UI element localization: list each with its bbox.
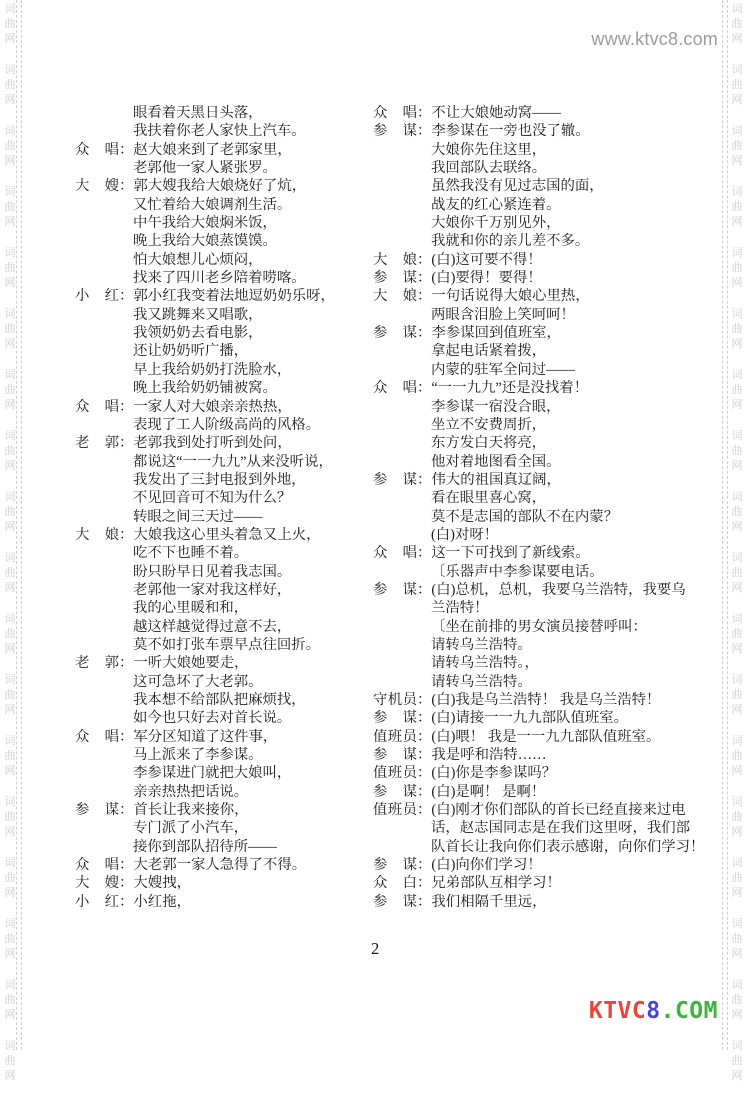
dialogue-text: 请转乌兰浩特。， — [431, 655, 539, 672]
speaker-colon: ： — [119, 893, 134, 910]
dialogue-text: 李参谋回到值班室， — [431, 325, 561, 342]
script-line — [75, 306, 375, 324]
dialogue-text: (白)喂！ 我是一一九九部队值班室。 — [431, 728, 661, 745]
dialogue-text: 请转乌兰浩特。 — [431, 673, 532, 690]
dialogue-text: 郭小红我变着法地逗奶奶乐呀， — [133, 288, 335, 305]
watermark-text-group: 词 曲 网 — [4, 430, 16, 472]
dialogue-text: 战友的红心紧连着。 — [431, 196, 561, 213]
dialogue-text: 我回部队去联络。 — [431, 160, 547, 177]
watermark-text-group: 词 曲 网 — [731, 613, 743, 655]
watermark-text-group: 词 曲 网 — [731, 979, 743, 1021]
speaker-colon: ： — [417, 857, 432, 874]
dialogue-text: 内蒙的驻军全问过—— — [431, 361, 575, 378]
script-line — [75, 196, 375, 214]
watermark-text-group: 词 曲 网 — [4, 369, 16, 411]
speaker-colon: ： — [417, 802, 432, 819]
script-line — [373, 526, 725, 544]
speaker-colon: ： — [119, 728, 134, 745]
script-line — [75, 104, 375, 122]
script-line — [75, 508, 375, 526]
script-line — [75, 324, 375, 342]
watermark-text-group: 词 曲 网 — [4, 125, 16, 167]
dialogue-text: 大嫂拽， — [133, 875, 191, 892]
script-line — [373, 599, 725, 617]
script-line — [75, 398, 375, 416]
script-line — [75, 251, 375, 269]
speaker-colon: ： — [119, 141, 134, 158]
watermark-right-column — [730, 2, 744, 1100]
script-line — [75, 526, 375, 544]
script-line — [373, 764, 725, 782]
dialogue-text: 我领奶奶去看电影， — [133, 325, 263, 342]
speaker-label: 参 谋 — [373, 857, 417, 874]
dialogue-text: 如今也只好去对首长说。 — [133, 710, 292, 727]
speaker-colon: ： — [119, 435, 134, 452]
watermark-text-group: 词 曲 网 — [731, 918, 743, 960]
dialogue-text: 我扶着你老人家快上汽车。 — [133, 123, 306, 140]
dialogue-text: 看在眼里喜心窝， — [431, 490, 547, 507]
script-line — [75, 783, 375, 801]
script-line — [373, 673, 725, 691]
dialogue-text: 请转乌兰浩特。 — [431, 636, 532, 653]
dialogue-text: 大老郭一家人急得了不得。 — [133, 857, 307, 874]
speaker-colon: ： — [417, 471, 432, 488]
dialogue-text: 他对着地图看全国。 — [431, 453, 561, 470]
dialogue-text: “一一九九”还是没找着！ — [431, 380, 589, 397]
speaker-label: 众 唱 — [373, 380, 417, 397]
script-line — [75, 416, 375, 434]
script-line — [373, 232, 725, 250]
speaker-colon: ： — [417, 728, 432, 745]
speaker-colon: ： — [417, 581, 432, 598]
speaker-label: 守 机 员 — [373, 692, 417, 708]
speaker-colon: ： — [417, 692, 432, 708]
speaker-label: 值 班 员 — [373, 765, 417, 782]
script-line — [373, 874, 725, 892]
script-line — [373, 104, 725, 122]
watermark-text-group: 词 曲 网 — [4, 674, 16, 716]
speaker-label: 参 谋 — [373, 581, 417, 598]
speaker-label: 值 班 员 — [373, 728, 417, 745]
script-line — [373, 251, 725, 269]
script-line — [75, 434, 375, 452]
script-line — [75, 342, 375, 360]
script-line — [75, 232, 375, 250]
speaker-label: 众 唱 — [373, 105, 417, 121]
dialogue-text: 这一下可找到了新线索。 — [431, 545, 590, 562]
dialogue-text: 老郭我到处打听到处问， — [133, 435, 292, 452]
script-line — [373, 214, 725, 232]
watermark-text-group: 词 曲 网 — [4, 308, 16, 350]
script-line — [373, 618, 725, 636]
script-line — [373, 416, 725, 434]
script-line — [75, 801, 375, 819]
script-line — [75, 141, 375, 159]
script-line — [75, 269, 375, 287]
speaker-colon: ： — [119, 398, 134, 415]
script-line — [373, 856, 725, 874]
watermark-text-group: 词 曲 网 — [4, 735, 16, 777]
script-line — [373, 141, 725, 159]
page-number: 2 — [371, 939, 380, 958]
speaker-label: 参 谋 — [373, 893, 417, 910]
script-line — [373, 838, 725, 856]
script-line — [75, 471, 375, 489]
dialogue-text: (白)我是乌兰浩特！ 我是乌兰浩特！ — [431, 692, 661, 708]
watermark-text-group: 词 曲 网 — [731, 247, 743, 289]
dialogue-text: 莫不是志国的部队不在内蒙？ — [431, 508, 619, 525]
dialogue-text: 郭大嫂我给大娘烧好了炕， — [133, 178, 307, 195]
dialogue-text: 我发出了三封电报到外地， — [133, 471, 306, 488]
speaker-colon: ： — [119, 178, 134, 195]
dialogue-text: 虽然我没有见过志国的面， — [431, 178, 604, 195]
dialogue-text: (白)这可要不得！ — [431, 251, 542, 268]
script-line — [75, 122, 375, 140]
speaker-colon: ： — [417, 288, 432, 305]
speaker-label: 参 谋 — [373, 270, 417, 287]
dialogue-text: 怕大娘想儿心烦闷， — [133, 251, 263, 268]
script-line — [75, 691, 375, 709]
dialogue-text: 早上我给奶奶打洗脸水， — [133, 361, 292, 378]
watermark-text-group: 词 曲 网 — [4, 3, 16, 45]
script-line — [75, 819, 375, 837]
script-line — [373, 306, 725, 324]
dialogue-text: 又忙着给大娘调剂生活。 — [133, 196, 292, 213]
dialogue-text: (白)向你们学习！ — [431, 857, 542, 874]
script-line — [75, 214, 375, 232]
dialogue-text: 马上派来了李参谋。 — [133, 747, 263, 764]
script-line — [373, 342, 725, 360]
left-dashed-border-outer — [16, 0, 17, 1050]
watermark-text-group: 词 曲 网 — [731, 430, 743, 472]
script-line — [75, 159, 375, 177]
speaker-label: 参 谋 — [373, 783, 417, 800]
speaker-colon: ： — [417, 710, 432, 727]
speaker-colon: ： — [417, 325, 432, 342]
script-line — [373, 379, 725, 397]
script-line — [75, 177, 375, 195]
script-line — [75, 489, 375, 507]
speaker-label: 众 唱 — [75, 141, 119, 158]
script-line — [373, 819, 725, 837]
dialogue-text: 还让奶奶听广播， — [133, 343, 249, 360]
speaker-colon: ： — [417, 123, 432, 140]
script-line — [373, 269, 725, 287]
watermark-text-group: 词 曲 网 — [4, 186, 16, 228]
dialogue-text: 莫不如打张车票早点往回折。 — [133, 636, 321, 653]
script-line — [373, 122, 725, 140]
dialogue-text: 东方发白天将亮， — [431, 435, 547, 452]
speaker-label: 小 红 — [75, 288, 119, 305]
script-line — [373, 728, 725, 746]
speaker-label: 参 谋 — [373, 710, 417, 727]
script-line — [373, 709, 725, 727]
dialogue-text: 越这样越觉得过意不去， — [133, 618, 292, 635]
dialogue-text: 接你到部队招待所—— — [133, 838, 277, 855]
speaker-label: 众 唱 — [75, 728, 119, 745]
speaker-label: 值 班 员 — [373, 802, 417, 819]
speaker-label: 参 谋 — [75, 802, 119, 819]
script-line — [373, 563, 725, 581]
dialogue-text: 兰浩特！ — [431, 600, 489, 617]
script-line — [75, 856, 375, 874]
script-line — [373, 324, 725, 342]
dialogue-text: 一句话说得大娘心里热， — [431, 288, 590, 305]
dialogue-text: 吃不下也睡不着。 — [133, 545, 249, 562]
script-line — [75, 838, 375, 856]
speaker-colon: ： — [417, 105, 432, 121]
speaker-colon: ： — [417, 783, 432, 800]
watermark-text-group: 词 曲 网 — [731, 735, 743, 777]
dialogue-text: 大娘你千万别见外， — [431, 215, 561, 232]
dialogue-text: 老郭他一家对我这样好， — [133, 581, 292, 598]
script-line — [75, 654, 375, 672]
watermark-text-group: 词 曲 网 — [731, 857, 743, 899]
speaker-label: 大 娘 — [75, 526, 119, 543]
dialogue-text: 晚上我给奶奶铺被窝。 — [133, 380, 277, 397]
dialogue-text: 我本想不给部队把麻烦找， — [133, 692, 306, 708]
script-line — [373, 508, 725, 526]
speaker-colon: ： — [119, 655, 134, 672]
dialogue-text: (白)你是李参谋吗？ — [431, 765, 557, 782]
dialogue-text: 〔乐器声中李参谋要电话。 — [431, 563, 604, 580]
speaker-label: 众 唱 — [75, 857, 119, 874]
watermark-text-group: 词 曲 网 — [4, 918, 16, 960]
left-dashed-border-inner — [21, 0, 22, 1050]
watermark-text-group: 词 曲 网 — [731, 308, 743, 350]
speaker-colon: ： — [119, 288, 134, 305]
speaker-label: 大 娘 — [373, 288, 417, 305]
speaker-colon: ： — [119, 526, 134, 543]
dialogue-text: 拿起电话紧着拨， — [431, 343, 547, 360]
dialogue-text: (白)总机，总机，我要乌兰浩特，我要乌 — [431, 581, 686, 598]
dialogue-text: 赵大娘来到了老郭家里， — [133, 141, 292, 158]
speaker-label: 众 唱 — [373, 545, 417, 562]
script-line — [75, 673, 375, 691]
script-line — [373, 581, 725, 599]
watermark-text-group: 词 曲 网 — [731, 552, 743, 594]
speaker-label: 大 嫂 — [75, 875, 119, 892]
watermark-text-group: 词 曲 网 — [731, 369, 743, 411]
watermark-text-group: 词 曲 网 — [4, 613, 16, 655]
logo-text-blue: 8 — [646, 998, 661, 1024]
speaker-colon: ： — [417, 893, 432, 910]
watermark-text-group: 词 曲 网 — [4, 1040, 16, 1082]
script-line — [75, 618, 375, 636]
dialogue-text: 我是呼和浩特…… — [431, 747, 547, 764]
speaker-colon: ： — [417, 270, 432, 287]
script-line — [373, 801, 725, 819]
script-line — [373, 361, 725, 379]
script-line — [373, 453, 725, 471]
watermark-text-group: 词 曲 网 — [731, 1040, 743, 1082]
script-line — [373, 398, 725, 416]
watermark-text-group: 词 曲 网 — [731, 64, 743, 106]
dialogue-text: (白)是啊！ 是啊！ — [431, 783, 546, 800]
dialogue-text: 亲亲热热把话说。 — [133, 783, 249, 800]
script-line — [373, 783, 725, 801]
script-line — [373, 489, 725, 507]
dialogue-text: 李参谋在一旁也没了辙。 — [431, 123, 590, 140]
dialogue-text: 我的心里暖和和， — [133, 600, 249, 617]
dialogue-text: 专门派了小汽车， — [133, 820, 249, 837]
speaker-label: 参 谋 — [373, 123, 417, 140]
script-line — [373, 544, 725, 562]
dialogue-text: (白)对呀！ — [431, 526, 499, 543]
script-line — [75, 636, 375, 654]
dialogue-text: 眼看着天黑日头落， — [133, 105, 263, 121]
watermark-text-group: 词 曲 网 — [731, 674, 743, 716]
dialogue-text: 首长让我来接你， — [133, 802, 249, 819]
watermark-text-group: 词 曲 网 — [731, 125, 743, 167]
dialogue-text: (白)要得！要得！ — [431, 270, 542, 287]
dialogue-text: 这可急坏了大老郭。 — [133, 673, 263, 690]
dialogue-text: 我又跳舞来又唱歌， — [133, 306, 263, 323]
speaker-colon: ： — [417, 765, 432, 782]
script-line — [373, 177, 725, 195]
dialogue-text: (白)请接一一九九部队值班室。 — [431, 710, 629, 727]
dialogue-text: 盼只盼早日见着我志国。 — [133, 563, 292, 580]
dialogue-text: 兄弟部队互相学习！ — [431, 875, 561, 892]
script-line — [75, 874, 375, 892]
script-line — [373, 287, 725, 305]
script-line — [373, 654, 725, 672]
script-line — [75, 746, 375, 764]
dialogue-text: 话，赵志国同志是在我们这里呀，我们部 — [431, 820, 691, 837]
dialogue-text: 小红拖， — [133, 893, 191, 910]
dialogue-text: 大娘你先住这里， — [431, 141, 547, 158]
script-line — [75, 563, 375, 581]
script-line — [75, 599, 375, 617]
dialogue-text: 都说这“一一九九”从来没听说， — [133, 453, 333, 470]
speaker-label: 众 白 — [373, 875, 417, 892]
script-line — [373, 471, 725, 489]
dialogue-text: 我们相隔千里远， — [431, 893, 547, 910]
speaker-label: 参 谋 — [373, 747, 417, 764]
speaker-label: 小 红 — [75, 893, 119, 910]
script-line — [373, 691, 725, 709]
dialogue-text: 一听大娘她要走， — [133, 655, 249, 672]
dialogue-text: 老郭他一家人紧张罗。 — [133, 160, 277, 177]
script-line — [373, 434, 725, 452]
dialogue-text: 不让大娘她动窝—— — [431, 105, 561, 121]
speaker-colon: ： — [417, 747, 432, 764]
script-line — [75, 379, 375, 397]
speaker-label: 参 谋 — [373, 325, 417, 342]
dialogue-text: 两眼含泪脸上笑呵呵！ — [431, 306, 575, 323]
dialogue-text: 军分区知道了这件事， — [133, 728, 278, 745]
watermark-text-group: 词 曲 网 — [4, 796, 16, 838]
script-line — [75, 287, 375, 305]
watermark-url: www.ktvc8.com — [591, 29, 718, 49]
watermark-text-group: 词 曲 网 — [731, 491, 743, 533]
script-line — [373, 746, 725, 764]
watermark-text-group: 词 曲 网 — [4, 552, 16, 594]
script-line — [75, 544, 375, 562]
watermark-text-group: 词 曲 网 — [731, 796, 743, 838]
speaker-colon: ： — [119, 857, 134, 874]
watermark-left-column — [3, 2, 17, 1100]
logo-text-red: KTVC — [588, 998, 647, 1024]
speaker-colon: ： — [119, 875, 134, 892]
dialogue-text: 晚上我给大娘蒸馍馍。 — [133, 233, 277, 250]
dialogue-text: 大娘我这心里头着急又上火， — [133, 526, 321, 543]
dialogue-text: 找来了四川老乡陪着唠喀。 — [133, 270, 306, 287]
speaker-label: 老 郭 — [75, 435, 119, 452]
script-line — [75, 893, 375, 911]
speaker-colon: ： — [417, 545, 432, 562]
script-line — [373, 196, 725, 214]
speaker-label: 大 嫂 — [75, 178, 119, 195]
watermark-text-group: 词 曲 网 — [4, 491, 16, 533]
dialogue-text: 不见回音可不知为什么？ — [133, 490, 292, 507]
dialogue-text: 〔坐在前排的男女演员接替呼叫： — [431, 618, 647, 635]
dialogue-text: 李参谋一宿没合眼， — [431, 398, 561, 415]
watermark-text-group: 词 曲 网 — [731, 186, 743, 228]
script-line — [75, 361, 375, 379]
script-line — [75, 764, 375, 782]
script-line — [75, 709, 375, 727]
script-right-column — [373, 104, 725, 911]
script-line — [75, 728, 375, 746]
dialogue-text: 中午我给大娘焖米饭， — [133, 215, 277, 232]
dialogue-text: 伟大的祖国真辽阔， — [431, 471, 561, 488]
script-line — [373, 159, 725, 177]
speaker-colon: ： — [417, 875, 432, 892]
script-line — [75, 453, 375, 471]
speaker-label: 大 娘 — [373, 251, 417, 268]
dialogue-text: 队首长让我向你们表示感谢，向你们学习！ — [431, 838, 705, 855]
dialogue-text: 转眼之间三天过—— — [133, 508, 263, 525]
dialogue-text: 坐立不安费周折， — [431, 416, 547, 433]
speaker-colon: ： — [417, 380, 432, 397]
right-dashed-border-outer — [727, 0, 728, 1050]
script-line — [373, 893, 725, 911]
speaker-label: 众 唱 — [75, 398, 119, 415]
script-line — [75, 581, 375, 599]
dialogue-text: (白)刚才你们部队的首长已经直接来过电 — [431, 802, 686, 819]
speaker-colon: ： — [119, 802, 134, 819]
script-left-column — [75, 104, 375, 911]
speaker-label: 老 郭 — [75, 655, 119, 672]
dialogue-text: 表现了工人阶级高尚的风格。 — [133, 416, 321, 433]
dialogue-text: 我就和你的亲儿差不多。 — [431, 233, 590, 250]
watermark-text-group: 词 曲 网 — [731, 3, 743, 45]
watermark-text-group: 词 曲 网 — [4, 979, 16, 1021]
dialogue-text: 李参谋进门就把大娘叫， — [133, 765, 292, 782]
script-line — [373, 636, 725, 654]
watermark-text-group: 词 曲 网 — [4, 64, 16, 106]
speaker-label: 参 谋 — [373, 471, 417, 488]
watermark-text-group: 词 曲 网 — [4, 247, 16, 289]
logo-text-green: .COM — [660, 998, 718, 1024]
speaker-colon: ： — [417, 251, 432, 268]
watermark-text-group: 词 曲 网 — [4, 857, 16, 899]
dialogue-text: 一家人对大娘亲亲热热， — [133, 398, 292, 415]
ktvc8-logo — [589, 998, 718, 1024]
